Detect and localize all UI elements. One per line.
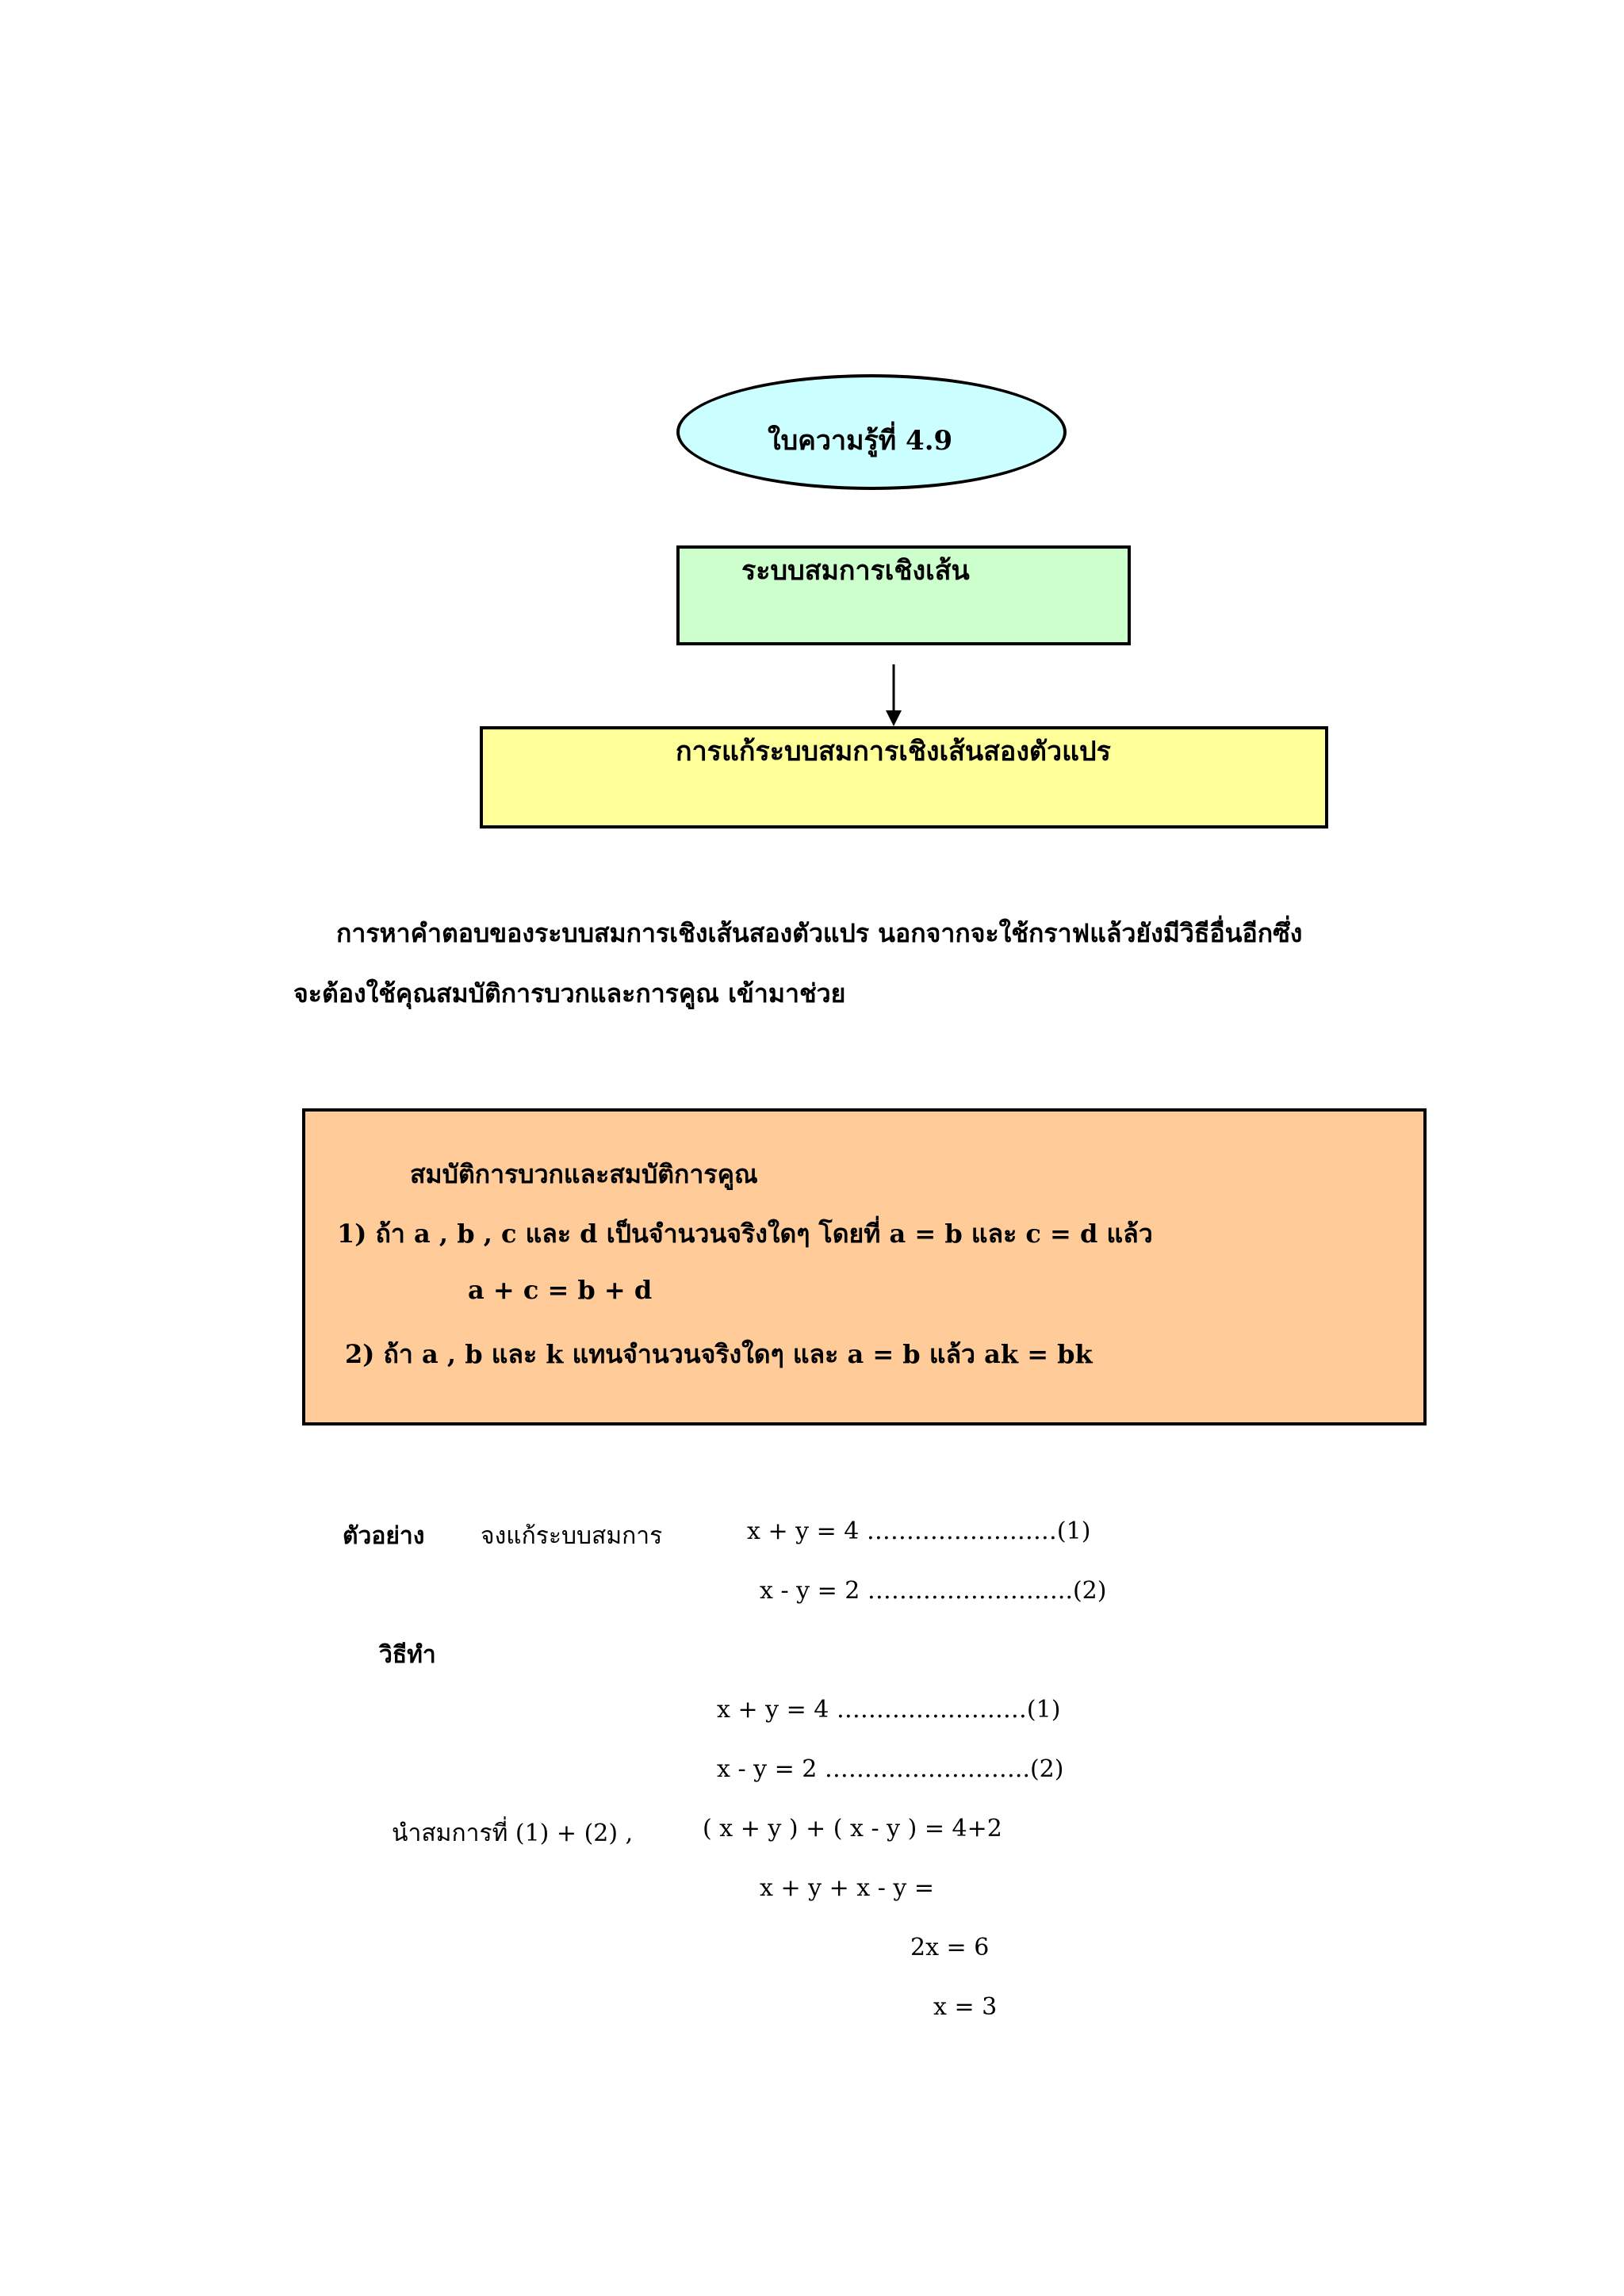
property-item-1: 1) ถ้า a , b , c และ d เป็นจำนวนจริงใดๆ โดยที่ a = b และ c = d แล้ว — [337, 1219, 1153, 1249]
solution-step-2: x + y + x - y = — [760, 1874, 935, 1902]
solution-step-3: 2x = 6 — [910, 1934, 990, 1961]
property-item-2: 2) ถ้า a , b และ k แทนจำนวนจริงใดๆ และ a = b แล้ว ak = bk — [345, 1339, 1093, 1369]
intro-line-2: จะต้องใช้คุณสมบัติการบวกและการคูณ เข้ามาช่วย — [293, 978, 846, 1008]
example-label: ตัวอย่าง — [343, 1522, 425, 1550]
down-arrow-icon — [882, 664, 906, 728]
property-item-1-equation: a + c = b + d — [468, 1275, 653, 1305]
solution-step-4: x = 3 — [933, 1993, 998, 2021]
solution-step-label: นำสมการที่ (1) + (2) , — [392, 1820, 634, 1847]
worksheet-title: ใบความรู้ที่ 4.9 — [768, 425, 953, 457]
intro-line-1: การหาคำตอบของระบบสมการเชิงเส้นสองตัวแปร นอกจากจะใช้กราฟแล้วยังมีวิธีอื่นอีกซึ่ง — [336, 918, 1303, 948]
topic-label: ระบบสมการเชิงเส้น — [741, 555, 970, 587]
example-equation-2: x - y = 2 ……………………..(2) — [760, 1577, 1107, 1605]
example-equation-1: x + y = 4 ……………………(1) — [747, 1517, 1091, 1545]
solution-label: วิธีทำ — [379, 1641, 436, 1669]
solution-equation-2: x - y = 2 ……………………..(2) — [717, 1755, 1064, 1783]
solution-equation-1: x + y = 4 ……………………(1) — [717, 1696, 1061, 1724]
properties-title: สมบัติการบวกและสมบัติการคูณ — [410, 1159, 758, 1189]
solution-step-expression: ( x + y ) + ( x - y ) = 4+2 — [703, 1815, 1002, 1843]
example-instruction: จงแก้ระบบสมการ — [481, 1522, 663, 1550]
subtopic-label: การแก้ระบบสมการเชิงเส้นสองตัวแปร — [676, 736, 1111, 767]
